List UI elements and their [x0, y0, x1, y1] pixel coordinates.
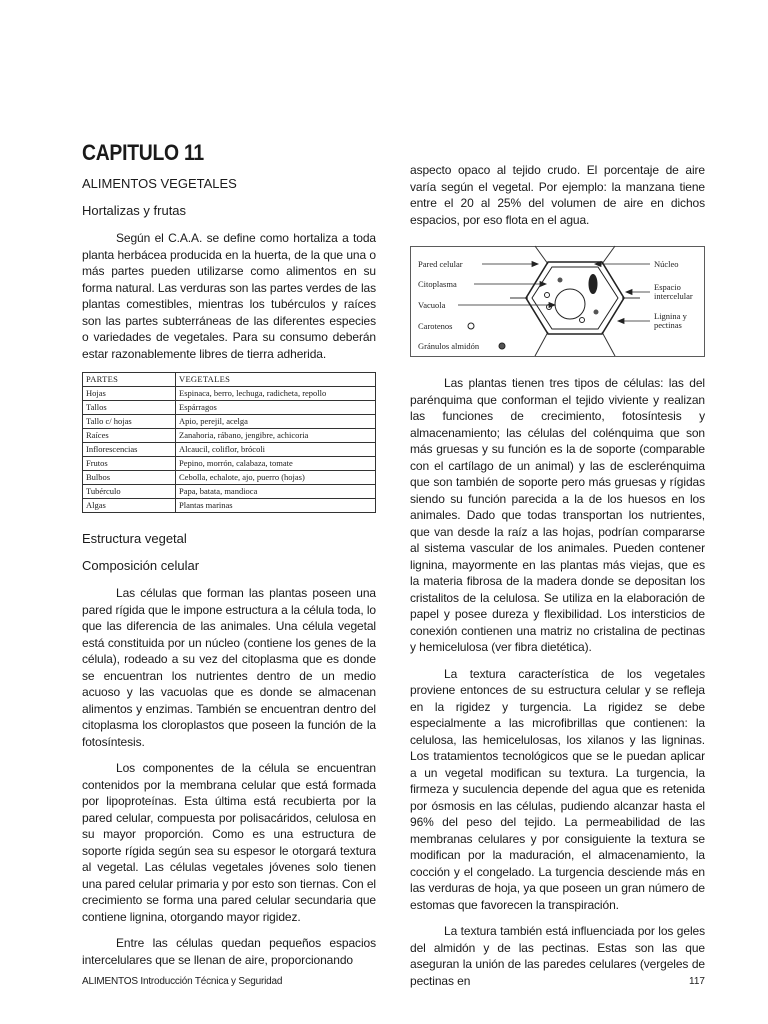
paragraph-intercellular: Entre las células quedan pequeños espacios intercelulares que se llenan de aire, proporcionando	[82, 936, 376, 967]
table-cell-vegetables: Espárragos	[176, 401, 376, 415]
starch-granule	[594, 310, 599, 315]
left-column	[82, 140, 376, 978]
chapter-title: CAPITULO 11	[82, 140, 204, 165]
table-cell-part: Algas	[83, 499, 176, 513]
table-cell-part: Hojas	[83, 387, 176, 401]
label-nucleo: Núcleo	[654, 259, 679, 269]
table-cell-part: Frutos	[83, 457, 176, 471]
label-vacuola: Vacuola	[418, 300, 446, 310]
table-row	[83, 429, 376, 443]
table-cell-vegetables: Pepino, morrón, calabaza, tomate	[176, 457, 376, 471]
right-column	[410, 162, 705, 999]
label-pectinas: pectinas	[654, 320, 682, 330]
table-row	[83, 387, 376, 401]
table-cell-vegetables: Alcaucil, coliflor, brócoli	[176, 443, 376, 457]
label-espacio: Espacio	[654, 282, 681, 292]
paragraph-texture: La textura característica de los vegetales proviene entonces de su estructura celular y se refleja en la rigidez y turgencia. La rigidez se debe especialmente a las microfibrillas que contienen: la celulosa, las hemicelulosas, los xilanos y las ligninas. Los tratamientos tecnológicos que se le puedan aplicar a un vegetal modifican su textura. La turgencia, la firmeza y suculencia depende del agua que es retenida por ósmosis en las células, pudiendo alcanzar hasta el 96% del peso del tejido. La permeabilidad de las membranas celulares y por consiguiente la textura se modifican por la maduración, el almacenamiento, la cocción y el congelado. La turgencia desciende más en las verduras de hoja, ya que poseen un gran número de estomas que favorecen la transpiración.	[410, 666, 705, 912]
table-header-vegetales: VEGETALES	[176, 373, 376, 387]
table-header-row	[83, 373, 376, 387]
carotene-granule	[545, 293, 550, 298]
label-citoplasma: Citoplasma	[418, 279, 457, 289]
starch-granule	[558, 278, 563, 283]
table-cell-vegetables: Cebolla, echalote, ajo, puerro (hojas)	[176, 471, 376, 485]
vegetables-table	[82, 372, 376, 513]
section-heading-hortalizas: Hortalizas y frutas	[82, 203, 187, 218]
paragraph-cell-types: Las plantas tienen tres tipos de células: las del parénquima que conforman el tejido viviente y realizan las funciones de crecimiento, fotosíntesis y almacenamiento; las células del colénquima que son más gruesas y su función es la de soporte (comparable con el cartílago de un animal) y las de esclerénquima que son también de soporte pero más gruesas y rígidas siendo su función parecida a la de los huesos en los animales. Dado que todas transportan los nutrientes, que van desde la raíz a las hojas, podrían compararse al sistema vascular de los animales. Pueden contener lignina, mayormente en las plantas más viejas, que es la materia fibrosa de la madera donde se depositan los cristalitos de la celulosa. Se utiliza en la elaboración de papel y posee dureza y flexibilidad. Los intersticios de conexión contienen una matriz no cristalina de pectinas y hemicelulosa (ver fibra dietética).	[410, 376, 705, 654]
table-row	[83, 443, 376, 457]
paragraph-definition: Según el C.A.A. se define como hortaliza a toda planta herbácea producida en la huerta, de la que una o más partes pueden utilizarse como alimentos en su forma natural. Las verduras son las partes verdes de las plantas comestibles, mientras los tubérculos y raíces son las partes subterráneas de las diferentes especies o variedades de vegetales. Para su consumo deberán estar razonablemente libres de tierra adherida.	[82, 231, 376, 361]
carotene-granule	[580, 318, 585, 323]
label-lignina: Lignina y	[654, 311, 687, 321]
starch-legend-icon	[499, 343, 505, 349]
page-footer	[82, 976, 705, 987]
label-intercelular: intercelular	[654, 291, 693, 301]
table-header-partes: PARTES	[83, 373, 176, 387]
paragraph-cell-components: Los componentes de la célula se encuentran contenidos por la membrana celular que está formada por lipoproteínas. Esta última está recubierta por la pared celular, compuesta por polisacáridos, celulosa en su mayor proporción. Como es una estructura de soporte rígida según sea su espesor le otorgará textura al vegetal. Las células vegetales jóvenes solo tienen una pared celular primaria y por esto son tiernas. Con el crecimiento se forma una pared celular secundaria que contiene lignina, otorgando mayor rigidez.	[82, 761, 376, 924]
left-arrows	[458, 262, 555, 308]
chapter-subtitle: ALIMENTOS VEGETALES	[82, 176, 237, 191]
cell-membrane	[532, 267, 618, 329]
section-heading-estructura: Estructura vegetal	[82, 531, 187, 546]
table-row	[83, 457, 376, 471]
paragraph-gels: La textura también está influenciada por los geles del almidón y de las pectinas. Estas son las que aseguran la unión de las paredes celulares (vergeles de pectinas en	[410, 924, 705, 988]
label-granulos-almidon: Gránulos almidón	[418, 341, 480, 351]
table-cell-vegetables: Espinaca, berro, lechuga, radicheta, repollo	[176, 387, 376, 401]
plant-cell-diagram	[410, 240, 705, 360]
table-row	[83, 401, 376, 415]
cell-wall	[526, 262, 624, 334]
table-cell-vegetables: Plantas marinas	[176, 499, 376, 513]
table-cell-vegetables: Apio, perejil, acelga	[176, 415, 376, 429]
footer-title: ALIMENTOS Introducción Técnica y Seguridad	[82, 976, 283, 987]
label-pared-celular: Pared celular	[418, 259, 463, 269]
table-row	[83, 499, 376, 513]
table-cell-part: Tallo c/ hojas	[83, 415, 176, 429]
section-heading-composicion: Composición celular	[82, 558, 200, 573]
carotene-legend-icon	[468, 323, 474, 329]
paragraph-cell-structure: Las células que forman las plantas poseen una pared rígida que le impone estructura a la célula toda, lo que las diferencia de las animales. Una célula vegetal está constituida por un núcleo (contiene los genes de la célula), rodeado a su vez del citoplasma que es donde se encuentran los nutrientes dentro de un medio acuoso y las vacuolas que es donde se almacenan alimentos y enzimas. También se encuentran dentro del citoplasma los cloroplastos que poseen la función de la fotosíntesis.	[82, 586, 376, 749]
table-cell-vegetables: Papa, batata, mandioca	[176, 485, 376, 499]
vacuole	[555, 289, 585, 319]
paragraph-air-content: aspecto opaco al tejido crudo. El porcentaje de aire varía según el vegetal. Por ejemplo: la manzana tiene entre el 20 al 25% del volumen de aire en dichos espacios, por eso flota en el agua.	[410, 163, 705, 227]
table-cell-part: Tubérculo	[83, 485, 176, 499]
label-carotenos: Carotenos	[418, 321, 453, 331]
table-cell-part: Raíces	[83, 429, 176, 443]
nucleus	[589, 274, 598, 294]
table-row	[83, 485, 376, 499]
table-row	[83, 471, 376, 485]
table-cell-vegetables: Zanahoria, rábano, jengibre, achicoria	[176, 429, 376, 443]
table-row	[83, 415, 376, 429]
table-cell-part: Tallos	[83, 401, 176, 415]
right-arrows	[595, 262, 650, 324]
page-number: 117	[689, 976, 705, 987]
table-cell-part: Bulbos	[83, 471, 176, 485]
table-cell-part: Inflorescencias	[83, 443, 176, 457]
